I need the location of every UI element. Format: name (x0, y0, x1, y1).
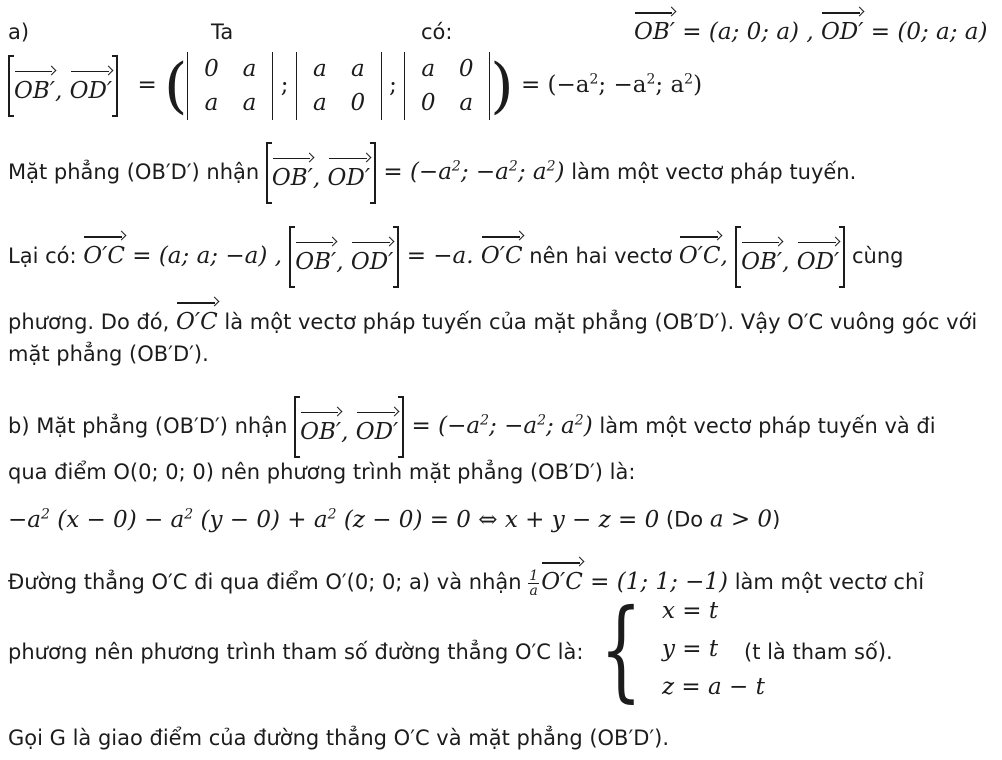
para-normal: Mặt phẳng (OB′D′) nhận OB′, $OD' = (-a^2$; $-a^2$; $a^2$) làm một vectơ pháp tuyến. (8, 142, 996, 204)
param-equations: phương nên phương trình tham số đường thẳng O′C là: { x = t y = t z = a − t (t là tham số). (8, 585, 893, 713)
cross-product-line: OB′, OD′ = ( 0 a a a ; a a a 0 ; a 0 0 a ) = ($-a^2$; $-a^2$; $a^2$) (8, 52, 996, 120)
para-duong-thang: Đường thẳng O′C đi qua điểm O′(0; 0; a) và nhận $\frac{1}{a}$ O′C = (1; 1; −1) làm một vectơ chỉ (8, 560, 996, 598)
para-phuong: phương. Do đó, O′C là một vectơ pháp tuyến của mặt phẳng (OB′D′). Vậy O′C vuông góc với (8, 300, 996, 335)
part-a-label: a) (8, 20, 30, 44)
ta-word: Ta (211, 20, 234, 44)
para-lai-co: Lại có: O′C = (a; a; −a) , OB′, OD′ = −a. O′C nên hai vectơ O′C, OB′, OD′ cùng (8, 226, 996, 288)
co-word: có: (421, 20, 453, 44)
para-b: b) Mặt phẳng (OB′D′) nhận OB′, $OD' = (-a^2$; $-a^2$; $a^2$) làm một vectơ pháp tuyến và đi (8, 396, 996, 458)
plane-equation: $-a^2$ $(x - 0) - a^2$ $(y - 0) + a^2$ (z − 0) = 0 ⇔ x + y − z = 0 (Do a > 0) (8, 506, 781, 533)
para-qua-diem: qua điểm O(0; 0; 0) nên phương trình mặt phẳng (OB′D′) là: (8, 460, 636, 484)
last-line: Gọi G là giao điểm của đường thẳng O′C và mặt phẳng (OB′D′). (8, 726, 670, 750)
vectors-given: OB′ = (a; 0; a) , OD′ = (0; a; a) (634, 10, 988, 45)
para-phuong-line2: mặt phẳng (OB′D′). (8, 342, 209, 366)
